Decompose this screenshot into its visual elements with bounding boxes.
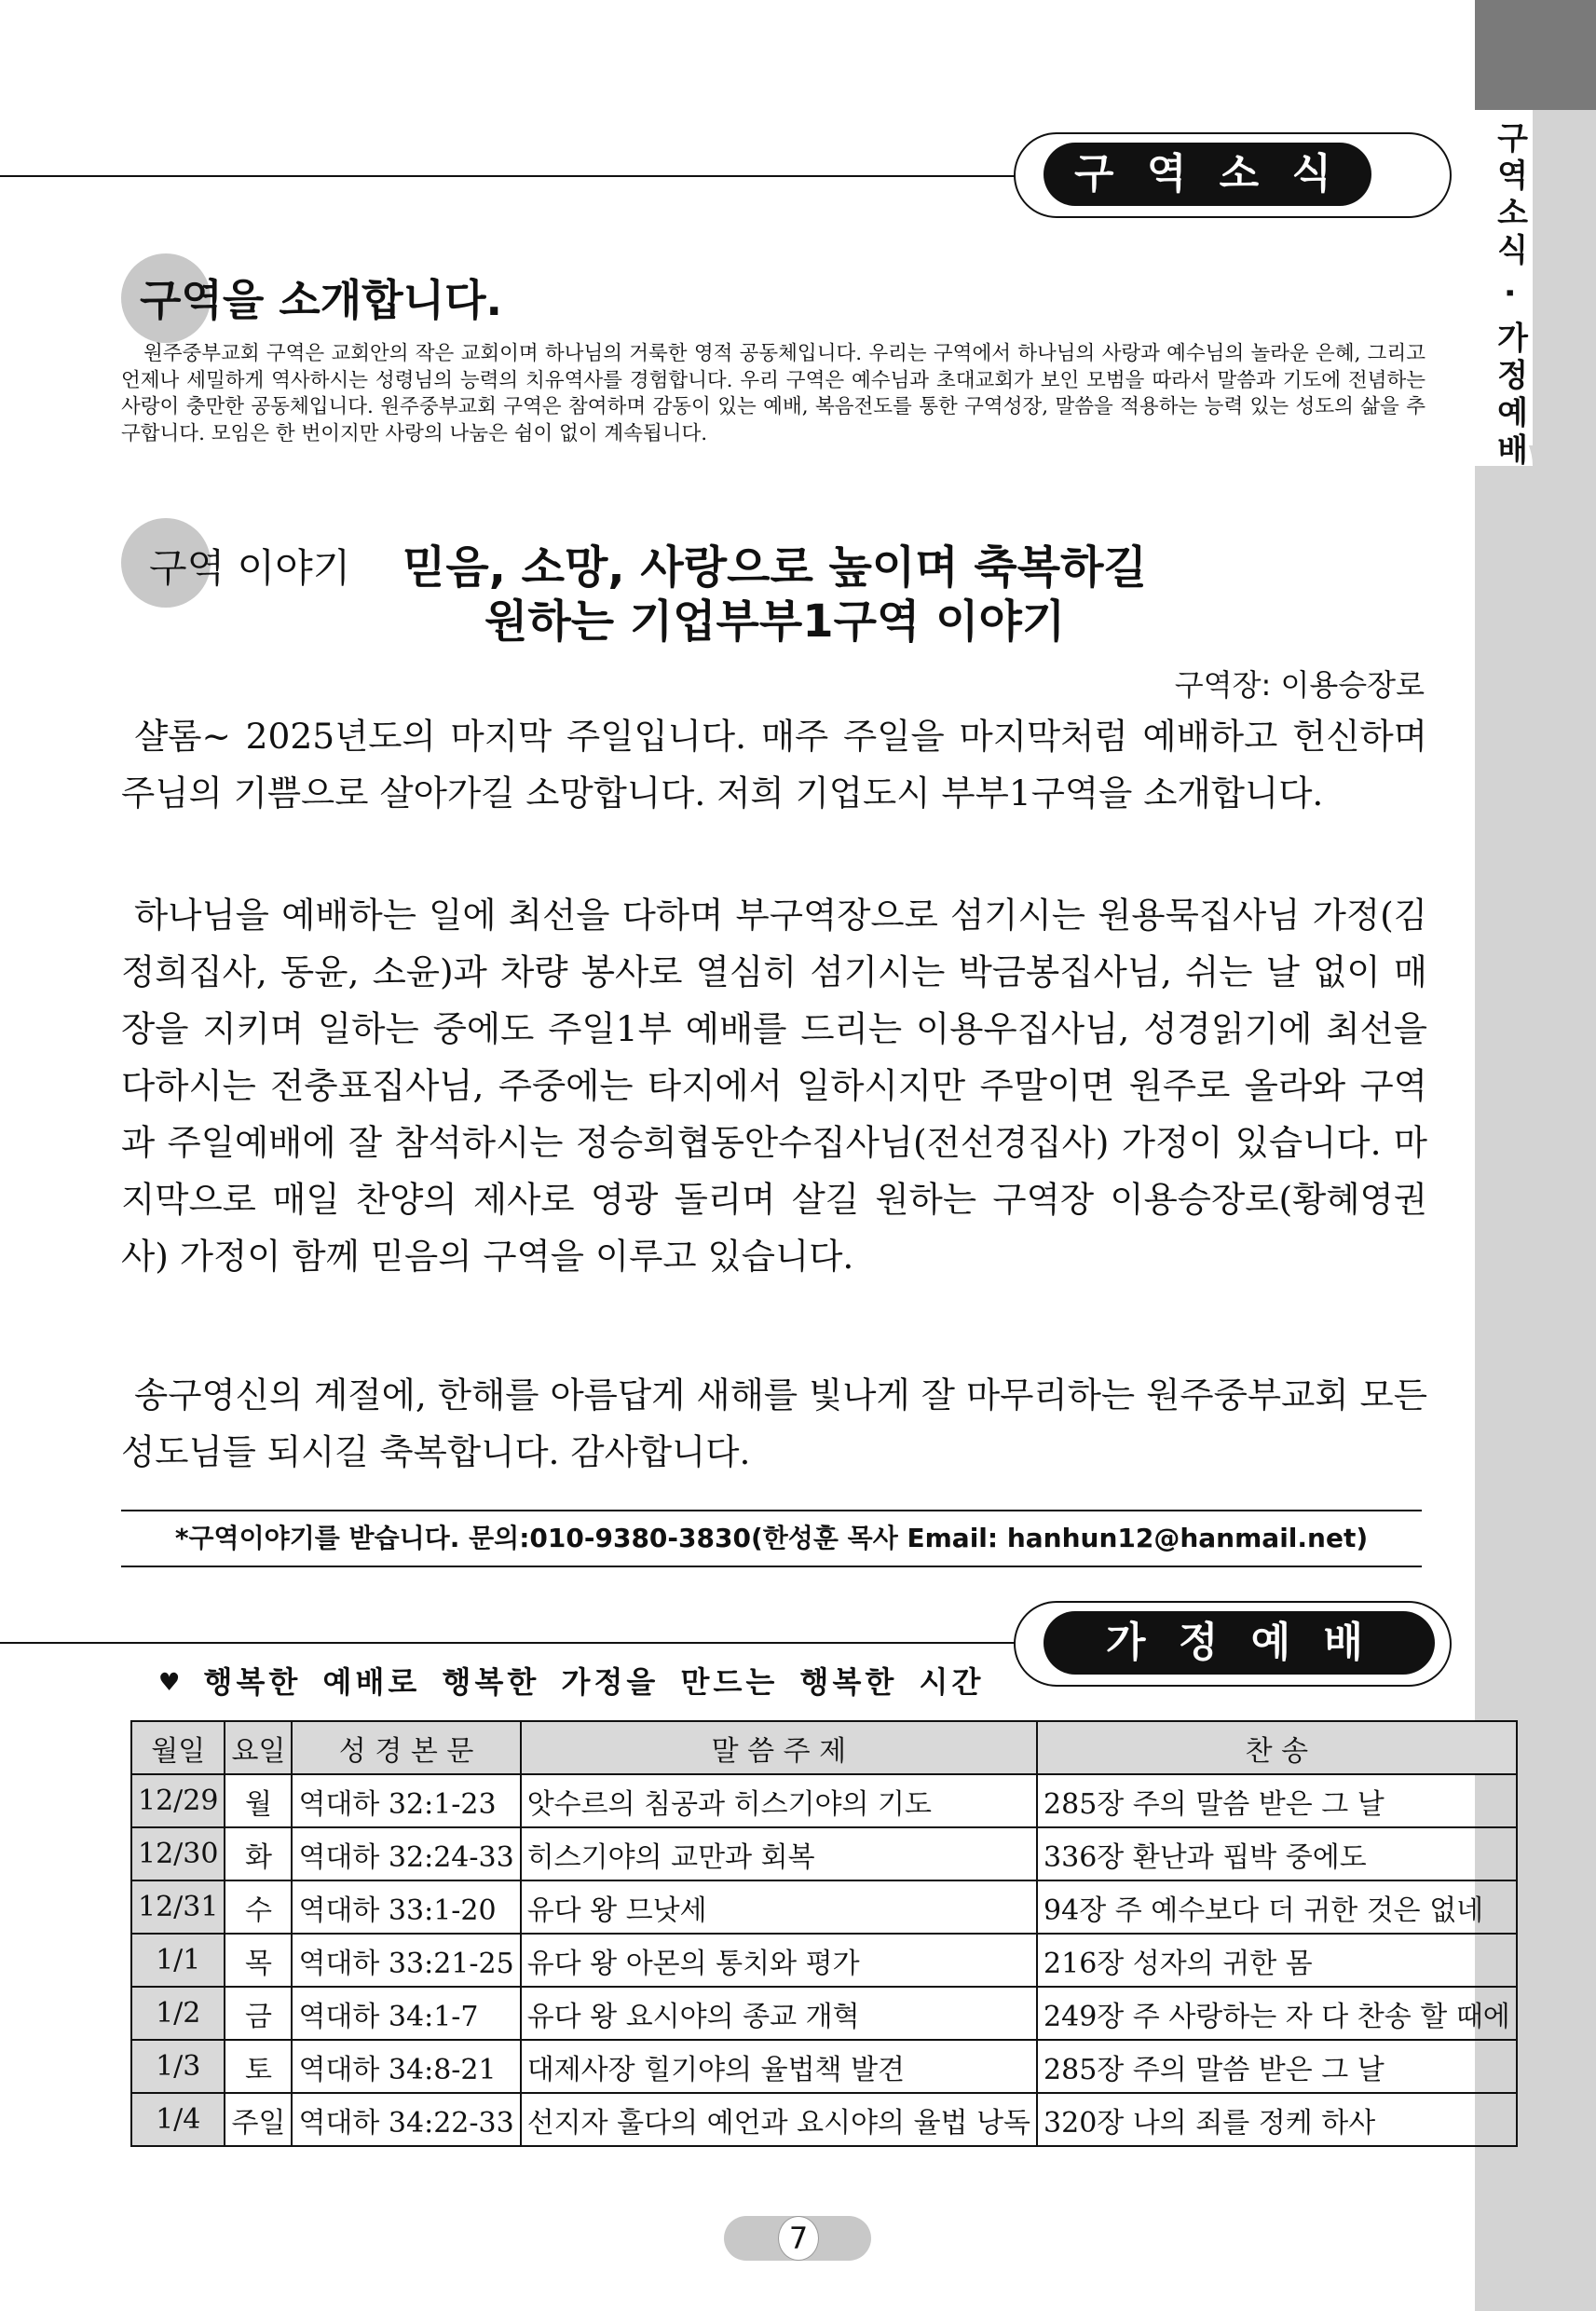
row-scripture: 역대하 34:22-33 [292, 2093, 520, 2146]
row-date: 1/2 [131, 1987, 225, 2040]
story-paragraph-2: 하나님을 예배하는 일에 최선을 다하며 부구역장으로 섬기시는 원용묵집사님 가정(김정희집사, 동윤, 소윤)과 차량 봉사로 열심히 섬기시는 박금봉집사님, 쉬는 날 없이 매장을 지키며 일하는 중에도 주일1부 예배를 드리는 이용우집사님, 성경읽기에 최선을 다하시는 전충표집사님, 주중에는 타지에서 일하시지만 주말이면 원주로 올라와 구역과 주일예배에 잘 참석하시는 정승희협동안수집사님(전선경집사) 가정이 있습니다. 마지막으로 매일 찬양의 제사로 영광 돌리며 살길 원하는 구역장 이용승장로(황혜영권사) 가정이 함께 믿음의 구역을 이루고 있습니다. [121, 895, 1427, 1277]
col-header-hymn: 찬 송 [1037, 1721, 1517, 1774]
row-day: 목 [225, 1934, 292, 1987]
page-number: 7 [778, 2216, 819, 2261]
table-row [131, 1987, 1517, 2040]
col-header-scripture: 성 경 본 문 [292, 1721, 520, 1774]
row-hymn: 336장 환난과 핍박 중에도 [1037, 1827, 1517, 1880]
section-header-family-worship: 가 정 예 배 [1044, 1611, 1435, 1675]
table-row [131, 2093, 1517, 2146]
story-label: 구역 이야기 [149, 545, 351, 591]
row-scripture: 역대하 32:24-33 [292, 1827, 520, 1880]
table-header-row [131, 1721, 1517, 1774]
row-topic: 히스기야의 교만과 회복 [521, 1827, 1037, 1880]
row-topic: 앗수르의 침공과 히스기야의 기도 [521, 1774, 1037, 1827]
row-hymn: 216장 성자의 귀한 몸 [1037, 1934, 1517, 1987]
row-topic: 대제사장 힐기야의 율법책 발견 [521, 2040, 1037, 2093]
row-date: 12/30 [131, 1827, 225, 1880]
row-day: 금 [225, 1987, 292, 2040]
intro-text: 원주중부교회 구역은 교회안의 작은 교회이며 하나님의 거룩한 영적 공동체입니다. 우리는 구역에서 하나님의 사랑과 예수님의 놀라운 은혜, 그리고 언제나 세밀하게 역사하시는 성령님의 능력의 치유역사를 경험합니다. 우리 구역은 예수님과 초대교회가 보인 모범을 따라서 말씀과 기도에 전념하는 사랑이 충만한 공동체입니다. 원주중부교회 구역은 참여하며 감동이 있는 예배, 복음전도를 통한 구역성장, 말씀을 적용하는 능력 있는 성도의 삶을 추구합니다. 모임은 한 번이지만 사랑의 나눔은 쉼이 없이 계속됩니다. [121, 342, 1425, 445]
row-day: 토 [225, 2040, 292, 2093]
row-date: 1/4 [131, 2093, 225, 2146]
row-scripture: 역대하 34:8-21 [292, 2040, 520, 2093]
table-row [131, 2040, 1517, 2093]
family-worship-subheading: ♥ 행복한 예배로 행복한 가정을 만드는 행복한 시간 [160, 1664, 985, 1700]
table-row [131, 1827, 1517, 1880]
row-date: 1/3 [131, 2040, 225, 2093]
header-rule [0, 175, 1016, 177]
table-row [131, 1774, 1517, 1827]
section-header-news: 구 역 소 식 [1044, 143, 1371, 206]
row-scripture: 역대하 33:21-25 [292, 1934, 520, 1987]
row-topic: 선지자 훌다의 예언과 요시야의 율법 낭독 [521, 2093, 1037, 2146]
table-row [131, 1934, 1517, 1987]
row-topic: 유다 왕 므낫세 [521, 1880, 1037, 1934]
row-day: 수 [225, 1880, 292, 1934]
side-tab-label: 구역소식 · 가정예배 [1491, 121, 1528, 471]
row-scripture: 역대하 32:1-23 [292, 1774, 520, 1827]
row-topic: 유다 왕 요시야의 종교 개혁 [521, 1987, 1037, 2040]
row-scripture: 역대하 33:1-20 [292, 1880, 520, 1934]
row-date: 12/29 [131, 1774, 225, 1827]
col-header-day: 요일 [225, 1721, 292, 1774]
family-worship-table [130, 1720, 1518, 2147]
row-topic: 유다 왕 아몬의 통치와 평가 [521, 1934, 1037, 1987]
story-paragraph-1: 샬롬~ 2025년도의 마지막 주일입니다. 매주 주일을 마지막처럼 예배하고 헌신하며 주님의 기쁨으로 살아가길 소망합니다. 저희 기업도시 부부1구역을 소개합니다. [121, 716, 1427, 814]
row-day: 월 [225, 1774, 292, 1827]
side-tab-top-block [1475, 0, 1596, 110]
row-day: 주일 [225, 2093, 292, 2146]
table-row [131, 1880, 1517, 1934]
row-hymn: 285장 주의 말씀 받은 그 날 [1037, 2040, 1517, 2093]
row-hymn: 285장 주의 말씀 받은 그 날 [1037, 1774, 1517, 1827]
row-hymn: 94장 주 예수보다 더 귀한 것은 없네 [1037, 1880, 1517, 1934]
row-hymn: 249장 주 사랑하는 자 다 찬송 할 때에 [1037, 1987, 1517, 2040]
story-headline-line2: 원하는 기업부부1구역 이야기 [484, 595, 1066, 648]
intro-title: 구역을 소개합니다. [140, 275, 502, 325]
family-worship-rule [0, 1642, 1016, 1644]
row-scripture: 역대하 34:1-7 [292, 1987, 520, 2040]
row-date: 1/1 [131, 1934, 225, 1987]
col-header-topic: 말 씀 주 제 [521, 1721, 1037, 1774]
row-date: 12/31 [131, 1880, 225, 1934]
group-leader: 구역장: 이용승장로 [1174, 667, 1425, 703]
row-day: 화 [225, 1827, 292, 1880]
story-headline-line1: 믿음, 소망, 사랑으로 높이며 축복하길 [402, 541, 1147, 594]
story-paragraph-3: 송구영신의 계절에, 한해를 아름답게 새해를 빛나게 잘 마무리하는 원주중부교회 모든 성도님들 되시길 축복합니다. 감사합니다. [121, 1374, 1427, 1472]
contact-info: *구역이야기를 받습니다. 문의:010-9380-3830(한성훈 목사 Email: hanhun12@hanmail.net) [121, 1510, 1422, 1567]
row-hymn: 320장 나의 죄를 정케 하사 [1037, 2093, 1517, 2146]
col-header-date: 월일 [131, 1721, 225, 1774]
